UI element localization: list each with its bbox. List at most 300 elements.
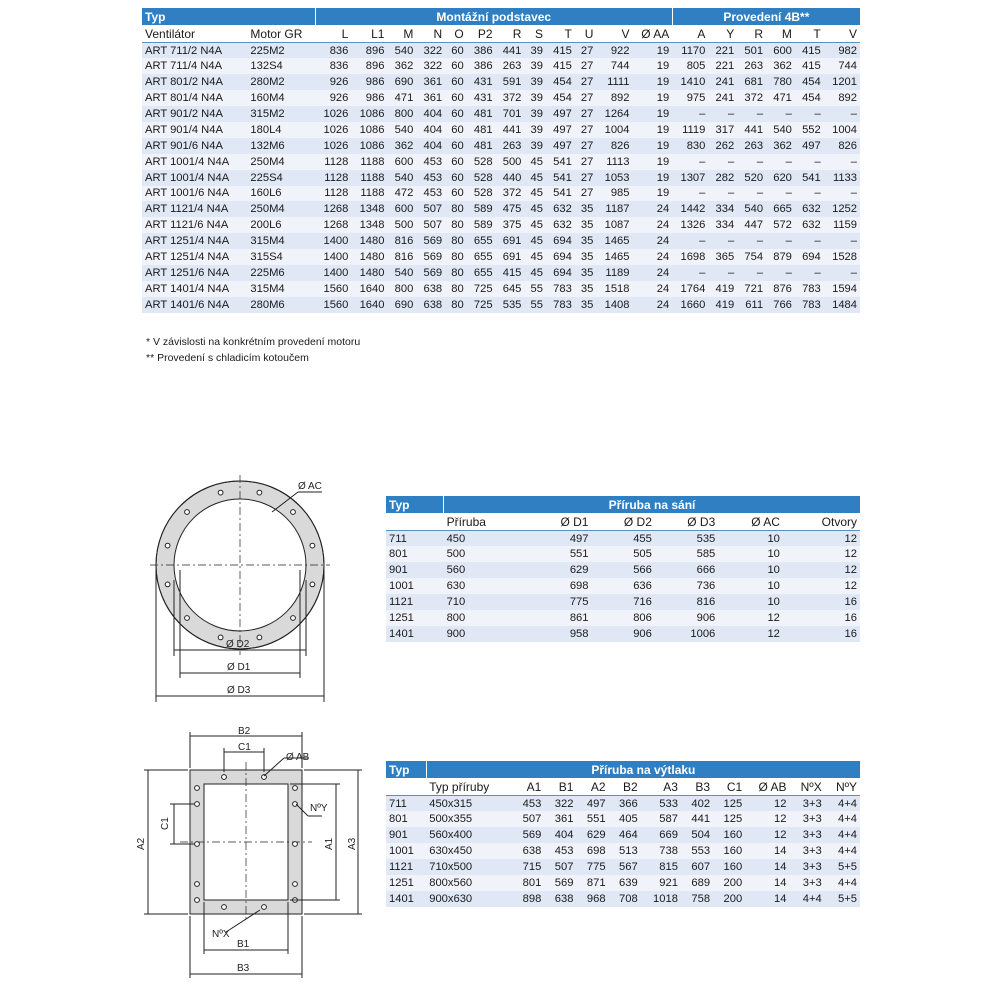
main_table-col-header: U (575, 25, 597, 43)
table-cell: 540 (737, 201, 766, 217)
table-cell: 24 (632, 297, 672, 313)
table-cell: 541 (546, 186, 575, 202)
table-row (386, 562, 860, 578)
table-cell: 19 (632, 74, 672, 90)
table-cell: 415 (546, 58, 575, 74)
group-header-variant: Provedení 4B** (672, 8, 860, 25)
table-cell: 27 (575, 170, 597, 186)
footnote-cooling: ** Provedení s chladicím kotoučem (146, 352, 309, 364)
table-cell: 250M4 (247, 201, 315, 217)
table-cell: 1128 (315, 186, 351, 202)
table-cell: 27 (575, 186, 597, 202)
table-cell: 10 (718, 562, 783, 578)
table-cell: 450x315 (426, 796, 512, 812)
table-cell: 754 (737, 249, 766, 265)
table-cell: 1442 (672, 201, 708, 217)
table-cell: 453 (544, 843, 576, 859)
table-row (142, 43, 860, 59)
table-cell: 721 (737, 281, 766, 297)
table-cell: 708 (609, 891, 641, 907)
table-cell: 1188 (351, 170, 387, 186)
table-cell: 27 (575, 58, 597, 74)
table-cell: 365 (708, 249, 737, 265)
table-cell: – (708, 265, 737, 281)
table-cell: 1170 (672, 43, 708, 59)
table-cell: 263 (496, 58, 525, 74)
table-cell: 655 (467, 265, 496, 281)
table-cell: 1307 (672, 170, 708, 186)
table-cell: 744 (596, 58, 632, 74)
table-cell: 19 (632, 90, 672, 106)
table-cell: 241 (708, 74, 737, 90)
table-cell: 638 (416, 281, 445, 297)
table-cell: 10 (718, 578, 783, 594)
table-cell: – (708, 106, 737, 122)
table-cell: – (766, 106, 795, 122)
table-cell: 861 (528, 610, 591, 626)
table-cell: 415 (496, 265, 525, 281)
discharge_table-col-header: B3 (681, 778, 713, 796)
table-cell: 24 (632, 249, 672, 265)
table-cell: 567 (609, 859, 641, 875)
table-cell: 535 (655, 531, 718, 547)
table-cell: 3+3 (789, 875, 824, 891)
table-cell: 372 (496, 90, 525, 106)
table-row (386, 827, 860, 843)
table-cell: 906 (591, 626, 654, 642)
main-table-body (142, 43, 860, 313)
table-cell: 758 (681, 891, 713, 907)
table-cell: 419 (708, 297, 737, 313)
table-cell: 5+5 (825, 891, 860, 907)
dim-c1-top-label: C1 (238, 742, 251, 753)
table-cell: 710 (444, 594, 529, 610)
suction-flange-table (386, 496, 860, 642)
table-cell: 27 (575, 138, 597, 154)
table-cell: 45 (524, 233, 546, 249)
table-cell: 836 (315, 58, 351, 74)
table-cell: 12 (783, 562, 860, 578)
table-cell: 1201 (824, 74, 860, 90)
main_table-col-header: Ventilátor (142, 25, 247, 43)
dim-b2-label: B2 (238, 726, 251, 737)
table-cell: 35 (575, 249, 597, 265)
table-row (386, 843, 860, 859)
table-cell: 180L4 (247, 122, 315, 138)
main-column-header-row (142, 25, 860, 43)
table-cell: 1001 (386, 578, 444, 594)
table-cell: 1053 (596, 170, 632, 186)
table-cell: 629 (576, 827, 608, 843)
table-cell: 221 (708, 58, 737, 74)
table-cell: 800x560 (426, 875, 512, 891)
table-cell: 816 (655, 594, 718, 610)
table-cell: 1133 (824, 170, 860, 186)
table-cell: – (737, 233, 766, 249)
table-cell: 551 (576, 811, 608, 827)
table-cell: 1400 (315, 233, 351, 249)
table-cell: 541 (795, 170, 824, 186)
table-cell: ART 901/2 N4A (142, 106, 247, 122)
table-cell: 55 (524, 281, 546, 297)
table-cell: 553 (681, 843, 713, 859)
table-cell: 19 (632, 122, 672, 138)
table-cell: 19 (632, 43, 672, 59)
table-cell: 10 (718, 546, 783, 562)
main_table-col-header: T (795, 25, 824, 43)
table-cell: 528 (467, 186, 496, 202)
table-cell: 1119 (672, 122, 708, 138)
dim-ny-label: NºY (310, 803, 328, 814)
discharge_table-col-header: NºY (825, 778, 860, 796)
table-cell: 639 (609, 875, 641, 891)
main_table-col-header: S (524, 25, 546, 43)
table-cell: 632 (546, 201, 575, 217)
table-cell: 569 (512, 827, 544, 843)
table-cell: ART 801/2 N4A (142, 74, 247, 90)
table-cell: 589 (467, 217, 496, 233)
table-cell: 60 (445, 90, 467, 106)
table-cell: 694 (546, 233, 575, 249)
table-cell: 441 (737, 122, 766, 138)
table-cell: 441 (681, 811, 713, 827)
table-cell: 1006 (655, 626, 718, 642)
table-cell: 160L6 (247, 186, 315, 202)
table-cell: 896 (351, 58, 387, 74)
bolt-hole (257, 635, 262, 640)
table-cell: 464 (609, 827, 641, 843)
suction_table-col-header: Ø D1 (528, 513, 591, 531)
table-cell: 501 (737, 43, 766, 59)
table-cell: – (824, 265, 860, 281)
table-cell: 45 (524, 265, 546, 281)
table-cell: 569 (416, 265, 445, 281)
table-cell: 620 (766, 170, 795, 186)
table-cell: 1128 (315, 154, 351, 170)
table-row (142, 217, 860, 233)
table-cell: 736 (655, 578, 718, 594)
table-cell: 160 (713, 859, 745, 875)
table-cell: 263 (737, 58, 766, 74)
table-cell: 3+3 (789, 811, 824, 827)
table-cell: 1408 (596, 297, 632, 313)
table-cell: 60 (445, 122, 467, 138)
table-cell: 160 (713, 827, 745, 843)
table-cell: 14 (745, 875, 789, 891)
table-cell: 826 (824, 138, 860, 154)
table-cell: ART 1401/6 N4A (142, 297, 247, 313)
table-cell: 39 (524, 58, 546, 74)
table-cell: 447 (737, 217, 766, 233)
table-cell: 1465 (596, 249, 632, 265)
table-row (142, 186, 860, 202)
table-cell: 14 (745, 891, 789, 907)
table-cell: 585 (655, 546, 718, 562)
table-cell: – (737, 106, 766, 122)
table-cell: 500 (444, 546, 529, 562)
table-cell: 1018 (641, 891, 681, 907)
dim-ac-label: Ø AC (298, 481, 322, 492)
table-cell: 24 (632, 201, 672, 217)
table-cell: 783 (546, 297, 575, 313)
table-cell: 630x450 (426, 843, 512, 859)
table-cell: 694 (795, 249, 824, 265)
table-cell: 454 (795, 74, 824, 90)
table-cell: 12 (783, 531, 860, 547)
bolt-hole (262, 775, 267, 780)
table-cell: 986 (351, 90, 387, 106)
bolt-hole (185, 510, 190, 515)
table-cell: 497 (546, 138, 575, 154)
bolt-hole (293, 786, 298, 791)
table-cell: 711 (386, 531, 444, 547)
table-cell: 14 (745, 859, 789, 875)
table-cell: ART 711/4 N4A (142, 58, 247, 74)
main_table-col-header: Y (708, 25, 737, 43)
table-cell: 1004 (824, 122, 860, 138)
dim-d3-label: Ø D3 (227, 685, 251, 696)
table-cell: 497 (546, 122, 575, 138)
table-cell: 45 (524, 154, 546, 170)
table-cell: 1660 (672, 297, 708, 313)
dim-b3-label: B3 (237, 963, 250, 974)
table-cell: 431 (467, 90, 496, 106)
table-cell: 541 (546, 170, 575, 186)
table-cell: 35 (575, 201, 597, 217)
table-cell: 10 (718, 531, 783, 547)
bolt-hole (291, 510, 296, 515)
main_table-col-header: P2 (467, 25, 496, 43)
table-cell: 1001 (386, 843, 426, 859)
table-cell: 453 (416, 154, 445, 170)
table-cell: 481 (467, 122, 496, 138)
dim-d2-label: Ø D2 (226, 639, 250, 650)
table-cell: 362 (766, 138, 795, 154)
table-cell: 453 (416, 186, 445, 202)
table-cell: 225M2 (247, 43, 315, 59)
table-cell: 975 (672, 90, 708, 106)
table-cell: – (708, 154, 737, 170)
table-cell: 262 (708, 138, 737, 154)
table-cell: – (766, 186, 795, 202)
footnote-motor: * V závislosti na konkrétním provedení motoru (146, 336, 361, 348)
table-row (142, 74, 860, 90)
table-cell: 801 (386, 811, 426, 827)
table-row (142, 249, 860, 265)
table-cell: 922 (596, 43, 632, 59)
discharge-flange-table (386, 761, 860, 907)
table-cell: 317 (708, 122, 737, 138)
table-cell: 901 (386, 827, 426, 843)
table-cell: 1128 (315, 170, 351, 186)
suction-header-title: Příruba na sání (444, 496, 860, 513)
table-cell: 497 (795, 138, 824, 154)
table-cell: 454 (546, 90, 575, 106)
table-cell: 80 (445, 233, 467, 249)
table-cell: 744 (824, 58, 860, 74)
table-cell: 481 (467, 138, 496, 154)
table-cell: 441 (496, 43, 525, 59)
table-cell: 566 (591, 562, 654, 578)
table-cell: 1480 (351, 249, 387, 265)
table-cell: – (824, 154, 860, 170)
table-row (386, 610, 860, 626)
table-cell: 4+4 (825, 796, 860, 812)
table-cell: – (766, 233, 795, 249)
table-cell: 472 (387, 186, 416, 202)
table-cell: 540 (387, 265, 416, 281)
table-cell: 507 (544, 859, 576, 875)
table-cell: 1594 (824, 281, 860, 297)
table-cell: 27 (575, 43, 597, 59)
table-cell: 3+3 (789, 859, 824, 875)
table-cell: 45 (524, 249, 546, 265)
table-cell: 540 (387, 170, 416, 186)
table-cell: 876 (766, 281, 795, 297)
table-cell: 404 (416, 106, 445, 122)
table-cell: 39 (524, 90, 546, 106)
main_table-col-header: L (315, 25, 351, 43)
table-cell: 715 (512, 859, 544, 875)
table-cell: 569 (416, 249, 445, 265)
table-row (142, 90, 860, 106)
table-cell: 607 (681, 859, 713, 875)
bolt-hole (195, 882, 200, 887)
table-cell: 455 (591, 531, 654, 547)
table-cell: 892 (824, 90, 860, 106)
table-cell: 334 (708, 217, 737, 233)
discharge-column-header-row (386, 778, 860, 796)
table-cell: 4+4 (825, 811, 860, 827)
table-cell: 45 (524, 217, 546, 233)
table-cell: 497 (546, 106, 575, 122)
table-cell: 80 (445, 265, 467, 281)
table-cell: 322 (416, 58, 445, 74)
table-cell: 901 (386, 562, 444, 578)
table-row (142, 122, 860, 138)
table-cell: 541 (546, 154, 575, 170)
suction-column-header-row (386, 513, 860, 531)
table-cell: 632 (795, 217, 824, 233)
table-cell: 39 (524, 106, 546, 122)
table-cell: 1348 (351, 217, 387, 233)
bolt-hole (293, 842, 298, 847)
table-cell: 3+3 (789, 796, 824, 812)
table-cell: 80 (445, 201, 467, 217)
main_table-col-header: V (824, 25, 860, 43)
bolt-hole (195, 786, 200, 791)
table-cell: – (824, 233, 860, 249)
table-cell: 12 (718, 610, 783, 626)
table-row (386, 546, 860, 562)
table-cell: 655 (467, 249, 496, 265)
table-cell: 125 (713, 811, 745, 827)
table-cell: 1698 (672, 249, 708, 265)
table-cell: 497 (576, 796, 608, 812)
table-cell: 60 (445, 43, 467, 59)
main_table-col-header: T (546, 25, 575, 43)
table-cell: 27 (575, 106, 597, 122)
dim-a3-label: A3 (347, 837, 358, 850)
table-cell: 263 (496, 138, 525, 154)
table-cell: 738 (641, 843, 681, 859)
table-cell: 535 (496, 297, 525, 313)
table-cell: 200 (713, 875, 745, 891)
table-cell: 362 (387, 138, 416, 154)
table-row (386, 859, 860, 875)
table-cell: 816 (387, 249, 416, 265)
table-cell: 415 (546, 43, 575, 59)
table-cell: 569 (416, 233, 445, 249)
table-cell: 361 (416, 90, 445, 106)
table-cell: 1251 (386, 610, 444, 626)
bolt-hole (195, 842, 200, 847)
table-cell: – (795, 154, 824, 170)
table-cell: 636 (591, 578, 654, 594)
bolt-hole (310, 582, 315, 587)
table-cell: 1348 (351, 201, 387, 217)
table-cell: 1086 (351, 138, 387, 154)
main_table-col-header: R (496, 25, 525, 43)
main_table-col-header: M (766, 25, 795, 43)
table-cell: ART 1251/6 N4A (142, 265, 247, 281)
table-cell: 19 (632, 170, 672, 186)
table-cell: 322 (416, 43, 445, 59)
table-cell: 19 (632, 58, 672, 74)
table-cell: 528 (467, 154, 496, 170)
table-cell: 1251 (386, 875, 426, 891)
table-cell: 666 (655, 562, 718, 578)
discharge-header-title: Příruba na výtlaku (426, 761, 860, 778)
table-cell: 497 (528, 531, 591, 547)
suction_table-col-header (386, 513, 444, 531)
suction_table-col-header: Ø D2 (591, 513, 654, 531)
table-cell: 638 (416, 297, 445, 313)
table-cell: 665 (766, 201, 795, 217)
table-cell: 24 (632, 233, 672, 249)
suction_table-col-header: Ø AC (718, 513, 783, 531)
table-cell: 552 (795, 122, 824, 138)
table-cell: 39 (524, 122, 546, 138)
table-cell: 250M4 (247, 154, 315, 170)
table-cell: 221 (708, 43, 737, 59)
table-cell: 160 (713, 843, 745, 859)
table-cell: 200L6 (247, 217, 315, 233)
table-cell: 1252 (824, 201, 860, 217)
table-cell: 471 (766, 90, 795, 106)
discharge_table-col-header: Typ příruby (426, 778, 512, 796)
table-cell: 402 (681, 796, 713, 812)
table-cell: 19 (632, 138, 672, 154)
table-cell: 689 (681, 875, 713, 891)
table-cell: 45 (524, 170, 546, 186)
table-cell: ART 1121/6 N4A (142, 217, 247, 233)
table-cell: 24 (632, 281, 672, 297)
table-cell: 600 (387, 154, 416, 170)
table-cell: 540 (766, 122, 795, 138)
table-cell: 80 (445, 249, 467, 265)
table-cell: 1401 (386, 891, 426, 907)
table-cell: 1401 (386, 626, 444, 642)
table-cell: 12 (783, 578, 860, 594)
table-cell: 783 (795, 281, 824, 297)
table-cell: – (737, 186, 766, 202)
table-cell: 125 (713, 796, 745, 812)
table-cell: 1026 (315, 122, 351, 138)
table-row (386, 811, 860, 827)
table-cell: – (795, 265, 824, 281)
table-cell: 800 (387, 281, 416, 297)
